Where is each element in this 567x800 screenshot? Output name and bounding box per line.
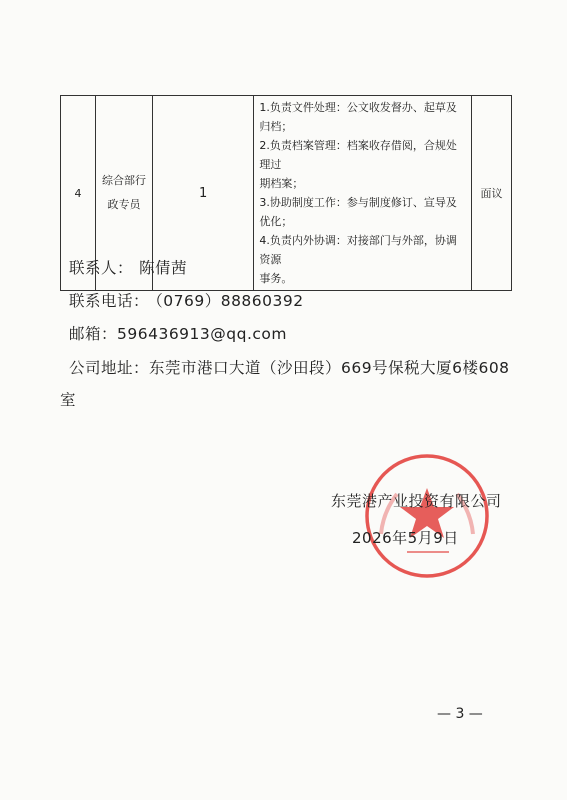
duty-line: 事务。 [259, 272, 293, 285]
contact-person-value: 陈倩茜 [139, 259, 188, 277]
contact-address-line [69, 356, 510, 378]
salary-method-cell: 面议 [472, 96, 512, 291]
company-seal-icon [363, 452, 491, 580]
page-number: — 3 — [437, 706, 483, 722]
contact-phone-label: 联系电话： [69, 292, 150, 310]
contact-person-label: 联系人： [69, 259, 134, 277]
contact-phone-value: （0769）88860392 [155, 292, 304, 310]
contact-email-line [69, 322, 287, 344]
row-index: 4 [61, 96, 96, 291]
signature-company: 东莞港产业投资有限公司 [331, 492, 502, 510]
contact-email-label: 邮箱： [69, 325, 118, 343]
duty-line: 4.负责内外协调：对接部门与外部，协调资源 [259, 234, 457, 266]
contact-address-label: 公司地址： [69, 359, 150, 377]
duty-line: 3.协助制度工作：参与制度修订、宣导及优化； [259, 196, 457, 228]
contact-person-line [69, 256, 187, 278]
headcount-cell: 1 [152, 96, 253, 291]
duties-cell [254, 96, 472, 291]
position-line: 政专员 [107, 198, 141, 211]
contact-address-line2: 室 [60, 391, 77, 409]
contact-address-value: 东莞市港口大道（沙田段）669号保税大厦6楼608 [149, 359, 510, 377]
contact-phone-line [69, 289, 304, 311]
duty-line: 2.负责档案管理：档案收存借阅，合规处理过 [259, 139, 457, 171]
duty-line: 期档案； [259, 177, 304, 190]
duty-line: 1.负责文件处理：公文收发督办、起草及归档； [259, 101, 457, 133]
contact-email-value: 596436913@qq.com [117, 325, 287, 343]
position-line: 综合部行 [102, 174, 147, 187]
signature-date: 2026年5月9日 [352, 529, 459, 547]
